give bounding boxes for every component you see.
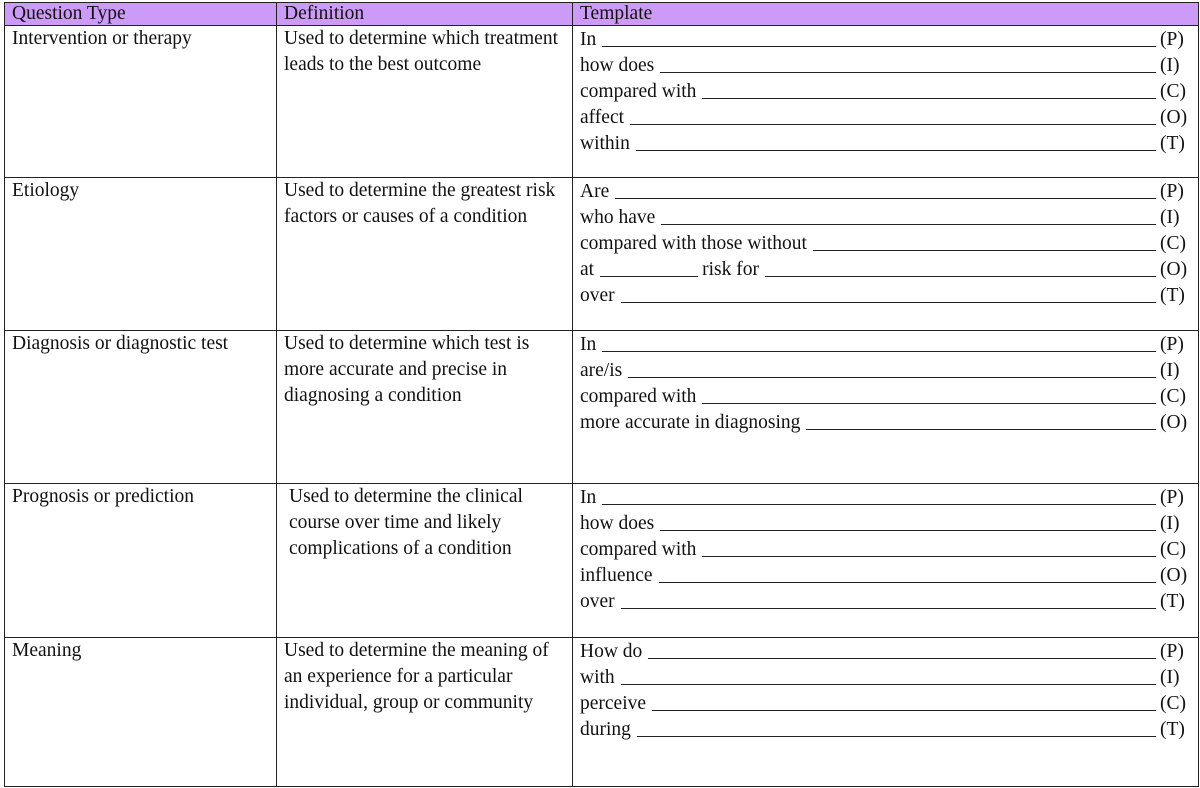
- template-lead: compared with those without: [580, 233, 807, 254]
- question-type-cell: Etiology: [5, 178, 277, 331]
- question-types-table: [4, 2, 1199, 787]
- template-line: [580, 510, 1198, 536]
- fill-in-blank: [628, 377, 1156, 378]
- table-row: [5, 638, 1199, 787]
- template-line: [580, 664, 1198, 690]
- template-line: [580, 484, 1198, 510]
- fill-in-blank: [661, 224, 1156, 225]
- definition-cell: Used to determine the meaning of an experience for a particular individual, group or community: [277, 638, 573, 787]
- template-lead: perceive: [580, 693, 647, 714]
- template-lead: over: [580, 285, 615, 306]
- template-line: [580, 178, 1198, 204]
- template-lead: Are: [580, 181, 610, 202]
- template-lead: with: [580, 667, 615, 688]
- pico-tag: (O): [1160, 565, 1188, 586]
- fill-in-blank: [636, 150, 1156, 151]
- template-lead: In: [580, 487, 597, 508]
- table-row: [5, 178, 1199, 331]
- template-lead: are/is: [580, 360, 623, 381]
- question-type-cell: Diagnosis or diagnostic test: [5, 331, 277, 484]
- template-line: [580, 52, 1198, 78]
- template-lead: who have: [580, 207, 656, 228]
- pico-tag: (C): [1160, 81, 1186, 102]
- template-line: [580, 256, 1198, 282]
- header-row: [5, 3, 1199, 26]
- fill-in-blank: [813, 250, 1156, 251]
- pico-tag: (O): [1160, 107, 1188, 128]
- template-lead: more accurate in diagnosing: [580, 412, 801, 433]
- header-definition: Definition: [277, 3, 573, 26]
- template-cell: [573, 484, 1199, 638]
- template-cell: [573, 638, 1199, 787]
- template-lead: compared with: [580, 539, 697, 560]
- template-line: [580, 78, 1198, 104]
- fill-in-blank: [648, 658, 1156, 659]
- question-type-cell: Prognosis or prediction: [5, 484, 277, 638]
- fill-in-blank: [615, 198, 1156, 199]
- template-line: [580, 104, 1198, 130]
- template-line: [580, 204, 1198, 230]
- pico-tag: (C): [1160, 539, 1186, 560]
- template-line: [580, 638, 1198, 664]
- pico-tag: (P): [1160, 334, 1184, 355]
- pico-tag: (O): [1160, 259, 1188, 280]
- pico-tag: (T): [1160, 133, 1185, 154]
- template-cell: [573, 26, 1199, 178]
- header-template: Template: [573, 3, 1199, 26]
- pico-tag: (I): [1160, 360, 1180, 381]
- pico-tag: (I): [1160, 667, 1180, 688]
- fill-in-blank: [630, 124, 1156, 125]
- template-lead: at: [580, 259, 595, 280]
- fill-in-blank: [621, 608, 1156, 609]
- template-line: [580, 588, 1198, 614]
- pico-tag: (C): [1160, 693, 1186, 714]
- definition-cell: Used to determine which test is more accurate and precise in diagnosing a condition: [277, 331, 573, 484]
- template-cell: [573, 331, 1199, 484]
- fill-in-blank: [660, 530, 1156, 531]
- template-lead: how does: [580, 513, 655, 534]
- fill-in-blank: [600, 276, 698, 277]
- template-line: [580, 383, 1198, 409]
- fill-in-blank: [702, 556, 1156, 557]
- template-line: [580, 230, 1198, 256]
- question-type-cell: Intervention or therapy: [5, 26, 277, 178]
- template-lead: over: [580, 591, 615, 612]
- pico-tag: (P): [1160, 29, 1184, 50]
- template-line: [580, 331, 1198, 357]
- pico-tag: (C): [1160, 233, 1186, 254]
- template-lead: during: [580, 719, 631, 740]
- fill-in-blank: [621, 302, 1156, 303]
- template-line: [580, 690, 1198, 716]
- table-row: [5, 484, 1199, 638]
- template-line: [580, 130, 1198, 156]
- pico-tag: (T): [1160, 719, 1185, 740]
- fill-in-blank: [621, 684, 1156, 685]
- template-line: [580, 282, 1198, 308]
- template-mid-text: risk for: [702, 259, 759, 280]
- pico-tag: (P): [1160, 181, 1184, 202]
- fill-in-blank: [702, 403, 1156, 404]
- fill-in-blank: [659, 582, 1156, 583]
- definition-cell: Used to determine which treatment leads to the best outcome: [277, 26, 573, 178]
- pico-tag: (P): [1160, 487, 1184, 508]
- fill-in-blank: [602, 46, 1156, 47]
- fill-in-blank: [806, 429, 1156, 430]
- template-lead: compared with: [580, 81, 697, 102]
- template-line: [580, 536, 1198, 562]
- definition-cell: Used to determine the greatest risk factors or causes of a condition: [277, 178, 573, 331]
- fill-in-blank: [660, 72, 1156, 73]
- template-cell: [573, 178, 1199, 331]
- pico-tag: (I): [1160, 55, 1180, 76]
- header-question-type: Question Type: [5, 3, 277, 26]
- fill-in-blank: [602, 351, 1156, 352]
- table-row: [5, 331, 1199, 484]
- template-lead: In: [580, 334, 597, 355]
- template-line: [580, 562, 1198, 588]
- template-line: [580, 357, 1198, 383]
- fill-in-blank: [652, 710, 1156, 711]
- template-lead: influence: [580, 565, 653, 586]
- template-lead: how does: [580, 55, 655, 76]
- pico-tag: (O): [1160, 412, 1188, 433]
- fill-in-blank: [637, 736, 1156, 737]
- template-lead: affect: [580, 107, 625, 128]
- template-line: [580, 716, 1198, 742]
- template-line: [580, 26, 1198, 52]
- definition-cell: Used to determine the clinical course over time and likely complications of a condition: [277, 484, 573, 638]
- question-type-cell: Meaning: [5, 638, 277, 787]
- pico-tag: (T): [1160, 591, 1185, 612]
- table-row: [5, 26, 1199, 178]
- fill-in-blank: [765, 276, 1156, 277]
- template-lead: within: [580, 133, 630, 154]
- template-lead: How do: [580, 641, 643, 662]
- fill-in-blank: [602, 504, 1156, 505]
- template-line: [580, 409, 1198, 435]
- pico-tag: (I): [1160, 513, 1180, 534]
- pico-tag: (C): [1160, 386, 1186, 407]
- template-lead: In: [580, 29, 597, 50]
- pico-tag: (T): [1160, 285, 1185, 306]
- pico-tag: (I): [1160, 207, 1180, 228]
- pico-tag: (P): [1160, 641, 1184, 662]
- template-lead: compared with: [580, 386, 697, 407]
- fill-in-blank: [702, 98, 1156, 99]
